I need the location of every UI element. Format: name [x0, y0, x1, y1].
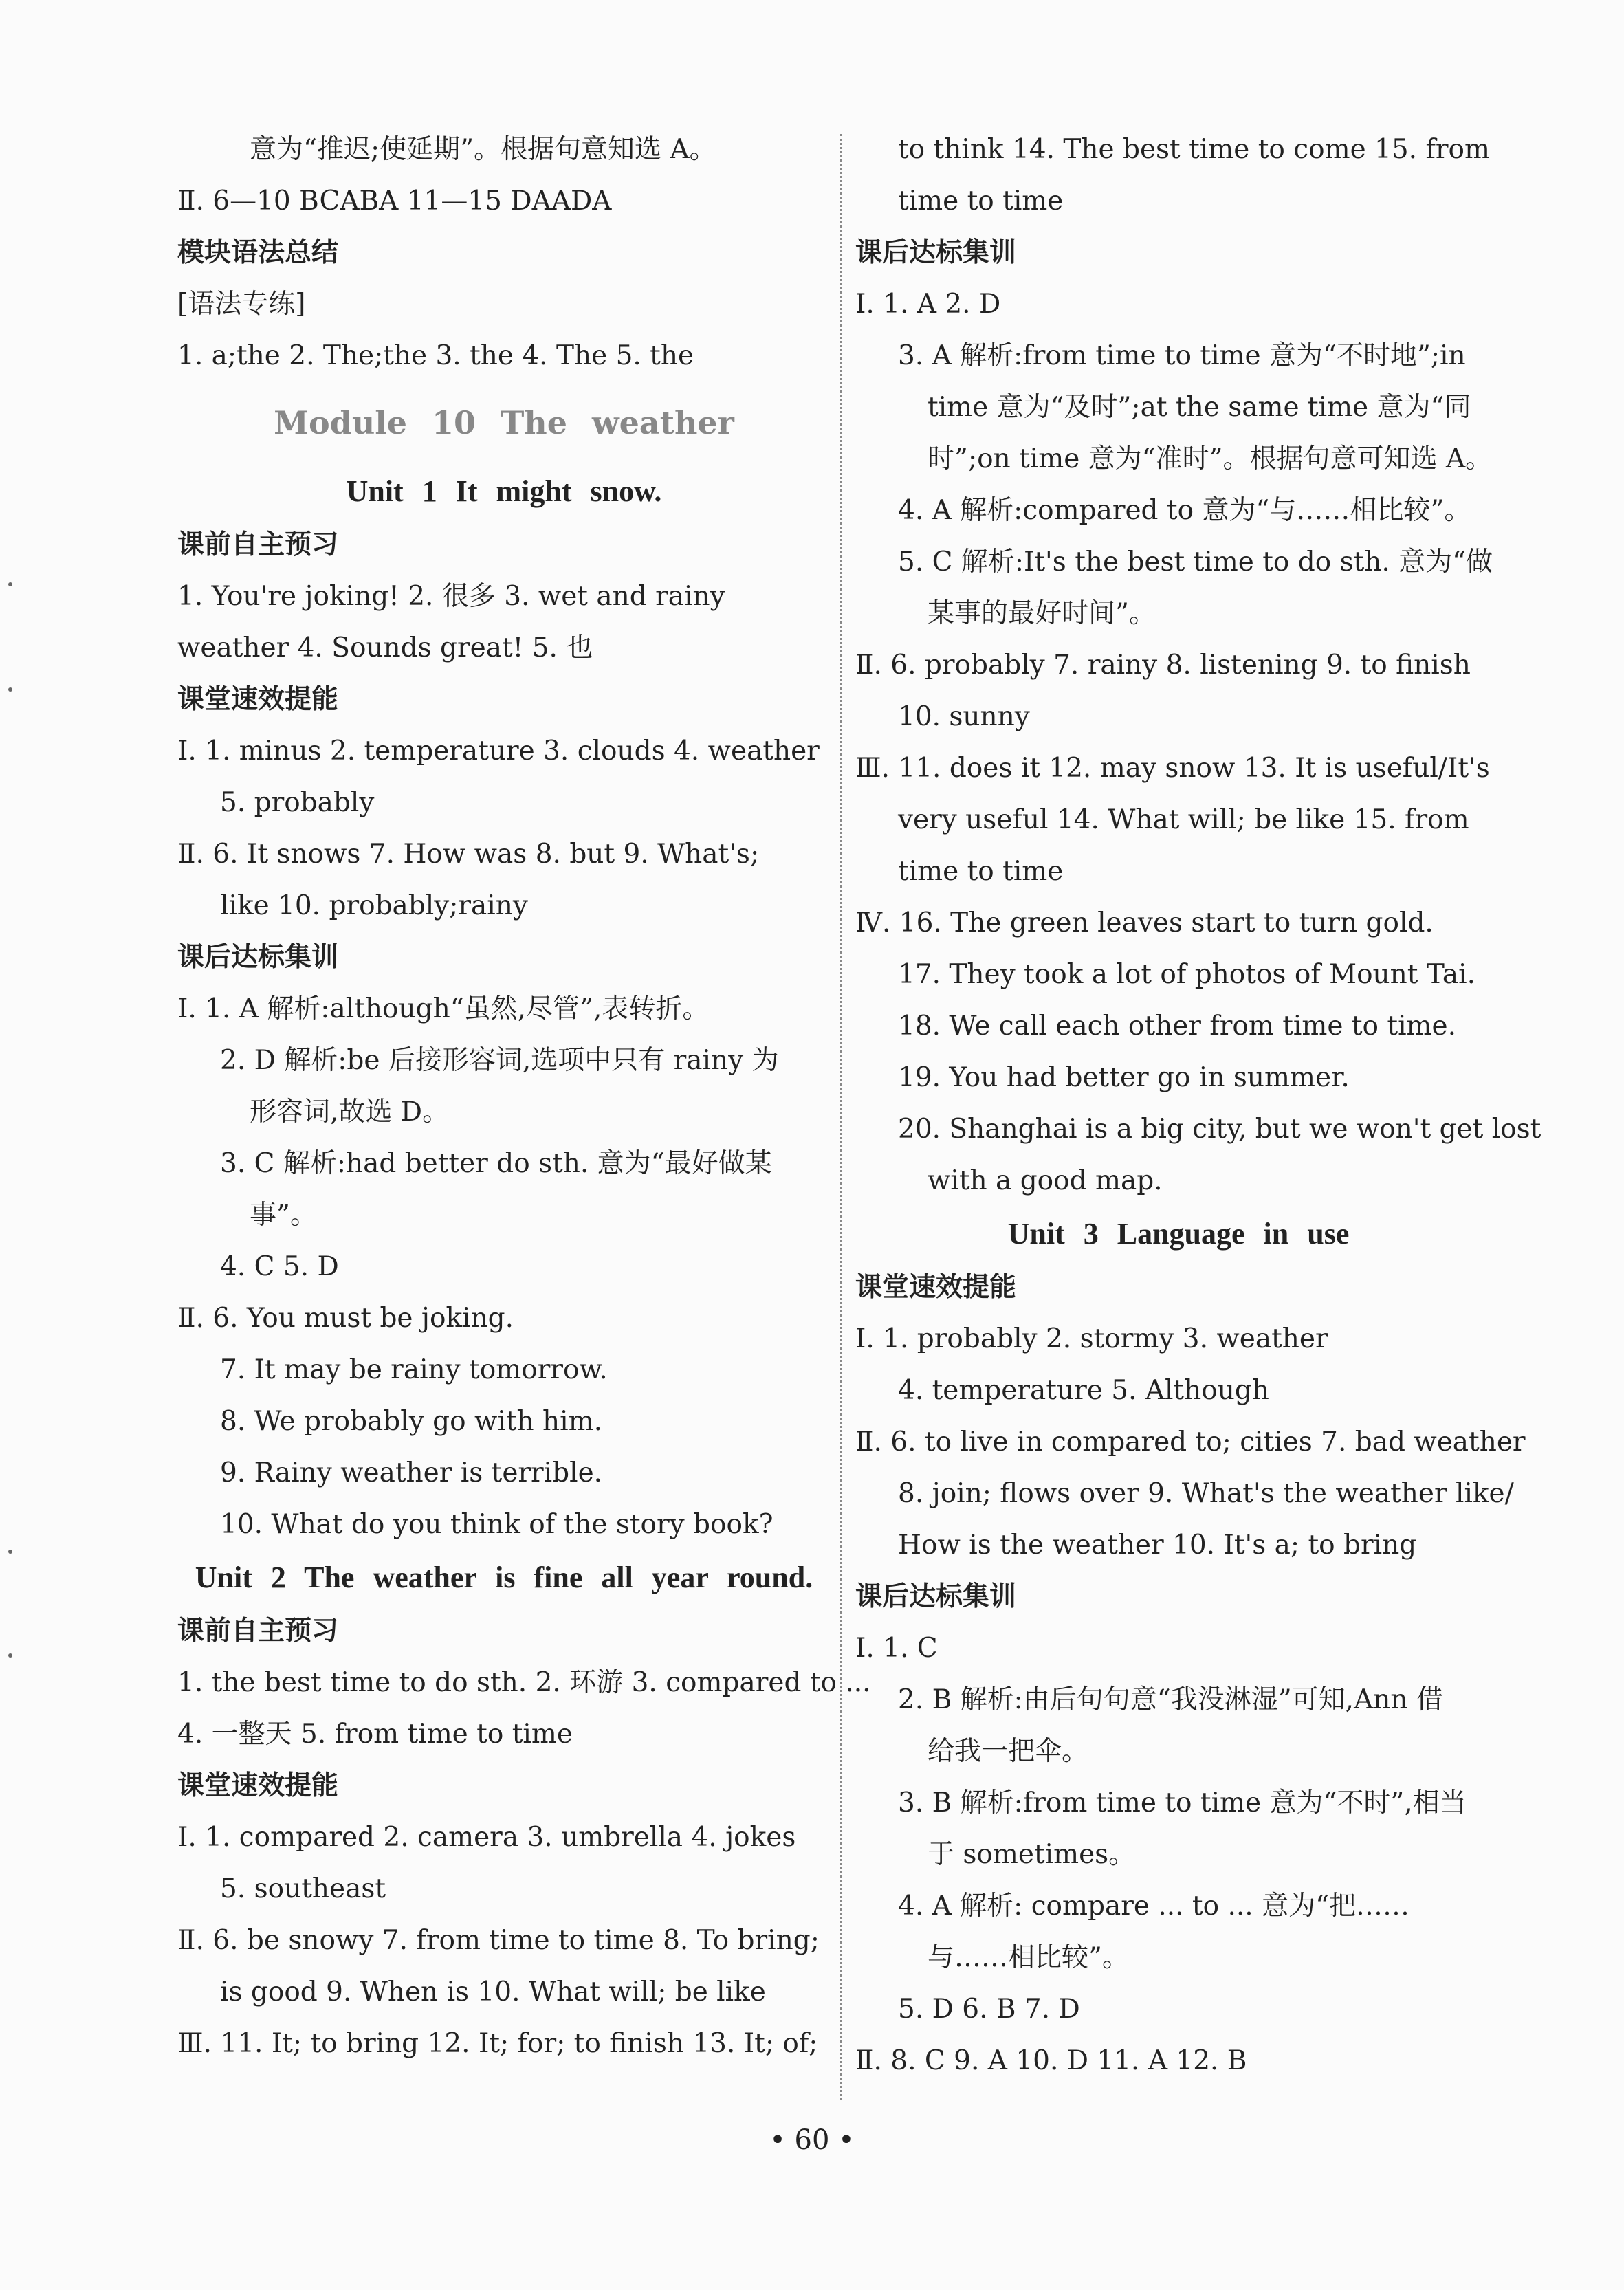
section-heading: 课堂速效提能	[855, 1272, 1017, 1303]
answer-line: 5. D 6. B 7. D	[898, 1994, 1080, 2025]
answer-line: time to time	[898, 186, 1064, 217]
section-heading: 模块语法总结	[177, 237, 339, 268]
answer-line: time 意为“及时”;at the same time 意为“同	[928, 392, 1471, 423]
answer-line: 5. southeast	[220, 1873, 386, 1904]
answer-line: very useful 14. What will; be like 15. from	[898, 804, 1469, 835]
answer-line: 4. 一整天 5. from time to time	[177, 1719, 573, 1750]
answer-line: is good 9. When is 10. What will; be like	[220, 1977, 766, 2007]
answer-line: Ⅱ. 6—10 BCABA 11—15 DAADA	[177, 186, 612, 217]
answer-line: 4. A 解析: compare ... to ... 意为“把……	[898, 1891, 1410, 1922]
section-heading: 课前自主预习	[177, 529, 339, 560]
answer-line: Ⅲ. 11. does it 12. may snow 13. It is useful/It's	[855, 753, 1490, 784]
answer-line: 给我一把伞。	[928, 1736, 1089, 1767]
answer-line: 8. join; flows over 9. What's the weather like/	[898, 1478, 1514, 1509]
answer-line: 18. We call each other from time to time.	[898, 1011, 1457, 1042]
answer-line: 5. probably	[220, 787, 375, 818]
answer-line: to think 14. The best time to come 15. from	[898, 134, 1491, 165]
answer-line: 2. B 解析:由后句句意“我没淋湿”可知,Ann 借	[898, 1684, 1443, 1715]
answer-line: Ⅱ. 8. C 9. A 10. D 11. A 12. B	[855, 2045, 1247, 2076]
answer-line: How is the weather 10. It's a; to bring	[898, 1530, 1417, 1561]
section-heading: 课前自主预习	[177, 1616, 339, 1647]
answer-line: Ⅱ. 6. You must be joking.	[177, 1303, 514, 1334]
page-number: • 60 •	[769, 2124, 855, 2156]
section-heading: 课后达标集训	[177, 942, 339, 973]
answer-line: 1. You're joking! 2. 很多 3. wet and rainy	[177, 581, 725, 612]
answer-line: 事”。	[250, 1200, 317, 1231]
answer-line: Ⅰ. 1. minus 2. temperature 3. clouds 4. weather	[177, 736, 820, 767]
answer-line: 7. It may be rainy tomorrow.	[220, 1354, 608, 1385]
answer-line: 于 sometimes。	[928, 1839, 1136, 1870]
answer-line: Ⅲ. 11. It; to bring 12. It; for; to finish 13. It; of;	[177, 2028, 818, 2059]
unit-title: Unit 2 The weather is fine all year round.	[195, 1561, 813, 1594]
scan-mark	[8, 1550, 12, 1554]
answer-line: like 10. probably;rainy	[220, 890, 528, 921]
column-divider	[840, 134, 842, 2100]
answer-line: 4. C 5. D	[220, 1251, 339, 1282]
answer-line: 1. the best time to do sth. 2. 环游 3. compared to ...	[177, 1667, 871, 1698]
module-title: Module 10 The weather	[274, 404, 734, 441]
answer-line: 5. C 解析:It's the best time to do sth. 意为“做	[898, 547, 1493, 577]
answer-line: 2. D 解析:be 后接形容词,选项中只有 rainy 为	[220, 1045, 779, 1076]
section-heading: 课后达标集训	[855, 1581, 1017, 1612]
answer-line: with a good map.	[928, 1165, 1163, 1196]
answer-line: 时”;on time 意为“准时”。根据句意可知选 A。	[928, 443, 1493, 474]
right-column	[855, 124, 1541, 2087]
answer-line: 某事的最好时间”。	[928, 598, 1156, 629]
scan-mark	[8, 582, 12, 586]
answer-line: Ⅱ. 6. to live in compared to; cities 7. bad weather	[855, 1427, 1526, 1457]
answer-line: 17. They took a lot of photos of Mount Tai.	[898, 959, 1475, 990]
unit-title: Unit 3 Language in use	[1007, 1217, 1350, 1251]
scan-mark	[8, 687, 12, 692]
section-heading: 课堂速效提能	[177, 684, 339, 715]
answer-line: 3. C 解析:had better do sth. 意为“最好做某	[220, 1148, 772, 1179]
answer-line: Ⅳ. 16. The green leaves start to turn gold.	[855, 907, 1434, 938]
answer-line: Ⅰ. 1. compared 2. camera 3. umbrella 4. jokes	[177, 1822, 796, 1853]
answer-line: Ⅰ. 1. A 解析:although“虽然,尽管”,表转折。	[177, 993, 710, 1024]
answer-line: weather 4. Sounds great! 5. 也	[177, 632, 593, 663]
answer-line: [语法专练]	[177, 289, 306, 320]
answer-line: 9. Rainy weather is terrible.	[220, 1457, 603, 1488]
answer-line: 10. sunny	[898, 701, 1030, 732]
answer-line: Ⅱ. 6. probably 7. rainy 8. listening 9. to finish	[855, 650, 1471, 681]
scan-mark	[8, 1653, 12, 1658]
answer-line: Ⅰ. 1. A 2. D	[855, 289, 1001, 320]
answer-line: Ⅰ. 1. C	[855, 1633, 938, 1664]
answer-line: 19. You had better go in summer.	[898, 1062, 1350, 1093]
answer-line: Ⅰ. 1. probably 2. stormy 3. weather	[855, 1323, 1328, 1354]
unit-title: Unit 1 It might snow.	[346, 474, 662, 508]
answer-line: Ⅱ. 6. It snows 7. How was 8. but 9. What's;	[177, 839, 760, 870]
answer-line: 1. a;the 2. The;the 3. the 4. The 5. the	[177, 340, 694, 371]
answer-line: 意为“推迟;使延期”。根据句意知选 A。	[250, 134, 716, 165]
answer-line: 4. A 解析:compared to 意为“与……相比较”。	[898, 495, 1471, 526]
answer-line: 3. B 解析:from time to time 意为“不时”,相当	[898, 1787, 1467, 1818]
answer-line: 10. What do you think of the story book?	[220, 1509, 773, 1540]
section-heading: 课堂速效提能	[177, 1770, 339, 1801]
answer-line: 4. temperature 5. Although	[898, 1375, 1269, 1406]
answer-line: time to time	[898, 856, 1064, 887]
answer-line: 形容词,故选 D。	[250, 1097, 450, 1127]
answer-line: 与……相比较”。	[928, 1942, 1129, 1973]
answer-line: 8. We probably go with him.	[220, 1406, 603, 1437]
section-heading: 课后达标集训	[855, 237, 1017, 268]
answer-line: 20. Shanghai is a big city, but we won't get lost	[898, 1114, 1541, 1145]
answer-line: Ⅱ. 6. be snowy 7. from time to time 8. To bring;	[177, 1925, 820, 1956]
answer-line: 3. A 解析:from time to time 意为“不时地”;in	[898, 340, 1466, 371]
left-column	[177, 124, 871, 2069]
